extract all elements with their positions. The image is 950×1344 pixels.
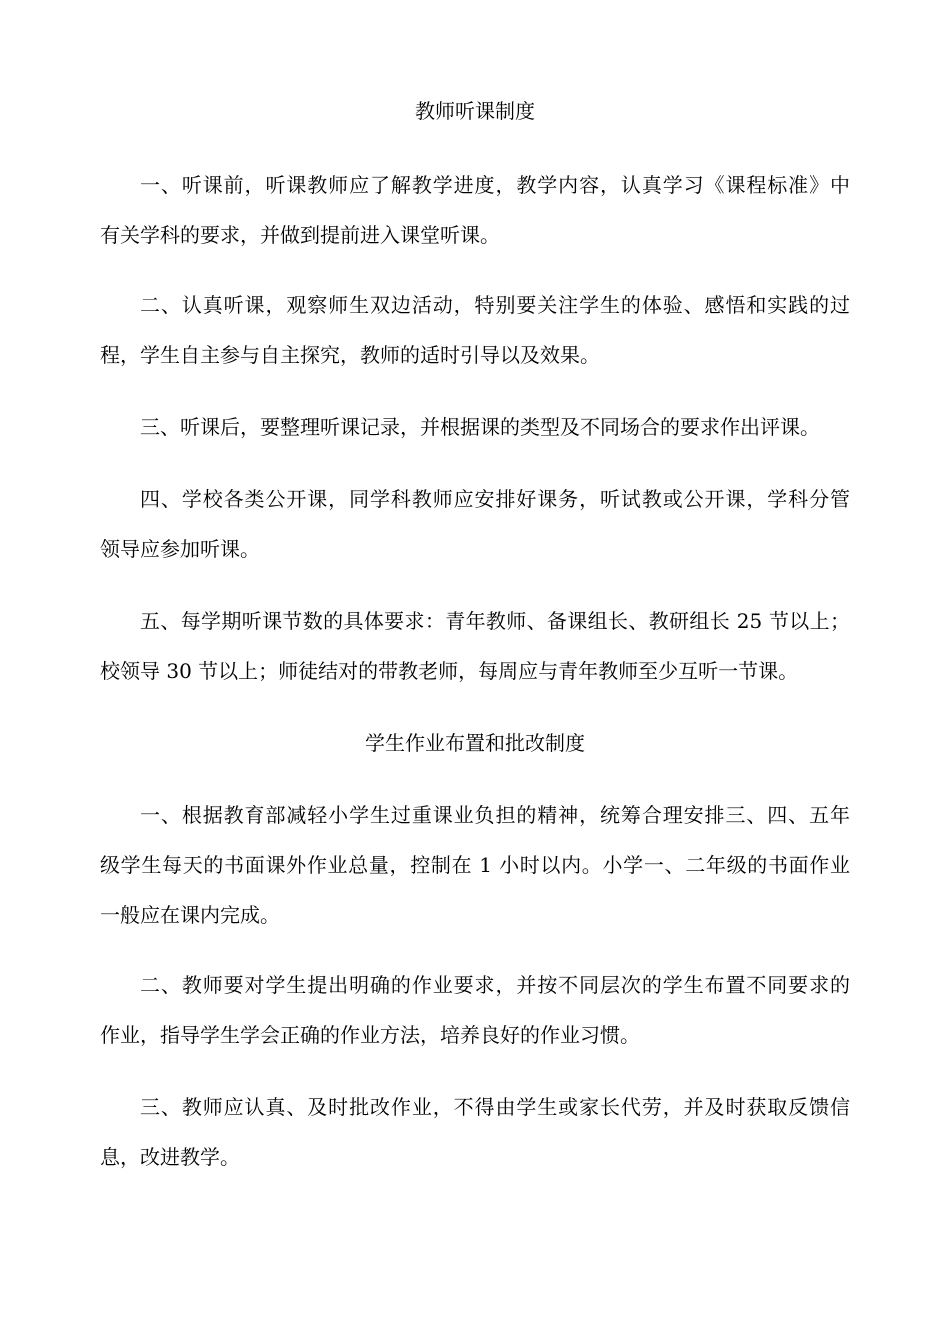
paragraph-line: 一、根据教育部减轻小学生过重课业负担的精神，统筹合理安排三、四、五年 <box>140 803 850 827</box>
paragraph-line: 程，学生自主参与自主探究，教师的适时引导以及效果。 <box>100 343 600 367</box>
paragraph-line: 校领导 30 节以上；师徒结对的带教老师，每周应与青年教师至少互听一节课。 <box>100 659 799 683</box>
paragraph-line: 二、教师要对学生提出明确的作业要求，并按不同层次的学生布置不同要求的 <box>140 973 850 997</box>
section-title-homework-policy: 学生作业布置和批改制度 <box>365 731 585 755</box>
paragraph-line: 三、教师应认真、及时批改作业，不得由学生或家长代劳，并及时获取反馈信 <box>140 1095 850 1119</box>
paragraph-line: 四、学校各类公开课，同学科教师应安排好课务，听试教或公开课，学科分管 <box>140 487 850 511</box>
paragraph-line: 三、听课后，要整理听课记录，并根据课的类型及不同场合的要求作出评课。 <box>140 415 820 439</box>
paragraph-line: 作业，指导学生学会正确的作业方法，培养良好的作业习惯。 <box>100 1023 640 1047</box>
paragraph-line: 有关学科的要求，并做到提前进入课堂听课。 <box>100 223 500 247</box>
paragraph-line: 息，改进教学。 <box>100 1145 240 1169</box>
paragraph-line: 二、认真听课，观察师生双边活动，特别要关注学生的体验、感悟和实践的过 <box>140 293 850 317</box>
paragraph-line: 级学生每天的书面课外作业总量，控制在 1 小时以内。小学一、二年级的书面作业 <box>100 853 850 877</box>
section-title-teacher-observation: 教师听课制度 <box>415 99 535 123</box>
paragraph-line: 一般应在课内完成。 <box>100 903 280 927</box>
paragraph-line: 一、听课前，听课教师应了解教学进度，教学内容，认真学习《课程标准》中 <box>140 173 850 197</box>
paragraph-line: 五、每学期听课节数的具体要求：青年教师、备课组长、教研组长 25 节以上； <box>140 609 850 633</box>
paragraph-line: 领导应参加听课。 <box>100 537 260 561</box>
